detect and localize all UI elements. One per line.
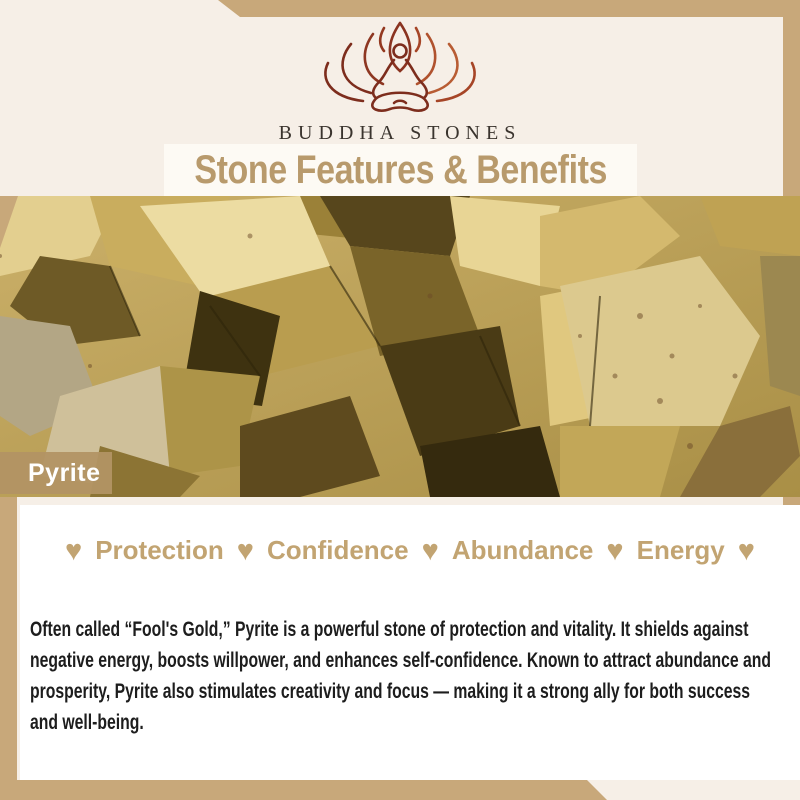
section-title: Stone Features & Benefits	[194, 147, 607, 192]
heart-icon: ♥	[737, 534, 755, 567]
benefits-row	[20, 535, 800, 566]
benefit-label: Energy	[636, 535, 725, 565]
frame-band-left	[0, 497, 17, 800]
heart-icon: ♥	[421, 534, 439, 567]
stone-name-label	[0, 452, 112, 494]
heart-icon: ♥	[65, 534, 83, 567]
benefit-label: Protection	[95, 535, 224, 565]
benefit-label: Abundance	[451, 535, 594, 565]
stone-description: Often called “Fool's Gold,” Pyrite is a powerful stone of protection and vitality. It shields against negative energy, boosts willpower, and enhances self-confidence. Known to attract abundance and prosperity, Pyrite also stimulates creativity and focus — making it a strong ally for both success and well-being.	[30, 618, 771, 734]
brand-block	[0, 18, 800, 145]
heart-icon: ♥	[606, 534, 624, 567]
section-title-band	[164, 144, 637, 196]
lotus-meditation-icon	[315, 18, 485, 120]
stone-name: Pyrite	[28, 458, 101, 487]
stone-photo	[0, 196, 800, 497]
frame-band-top	[218, 0, 800, 17]
frame-band-bottom	[0, 780, 607, 800]
content-card	[20, 505, 800, 780]
brand-name: BUDDHA STONES	[278, 122, 522, 144]
heart-icon: ♥	[236, 534, 255, 567]
pyrite-image	[0, 196, 800, 497]
benefit-label: Confidence	[267, 535, 409, 565]
